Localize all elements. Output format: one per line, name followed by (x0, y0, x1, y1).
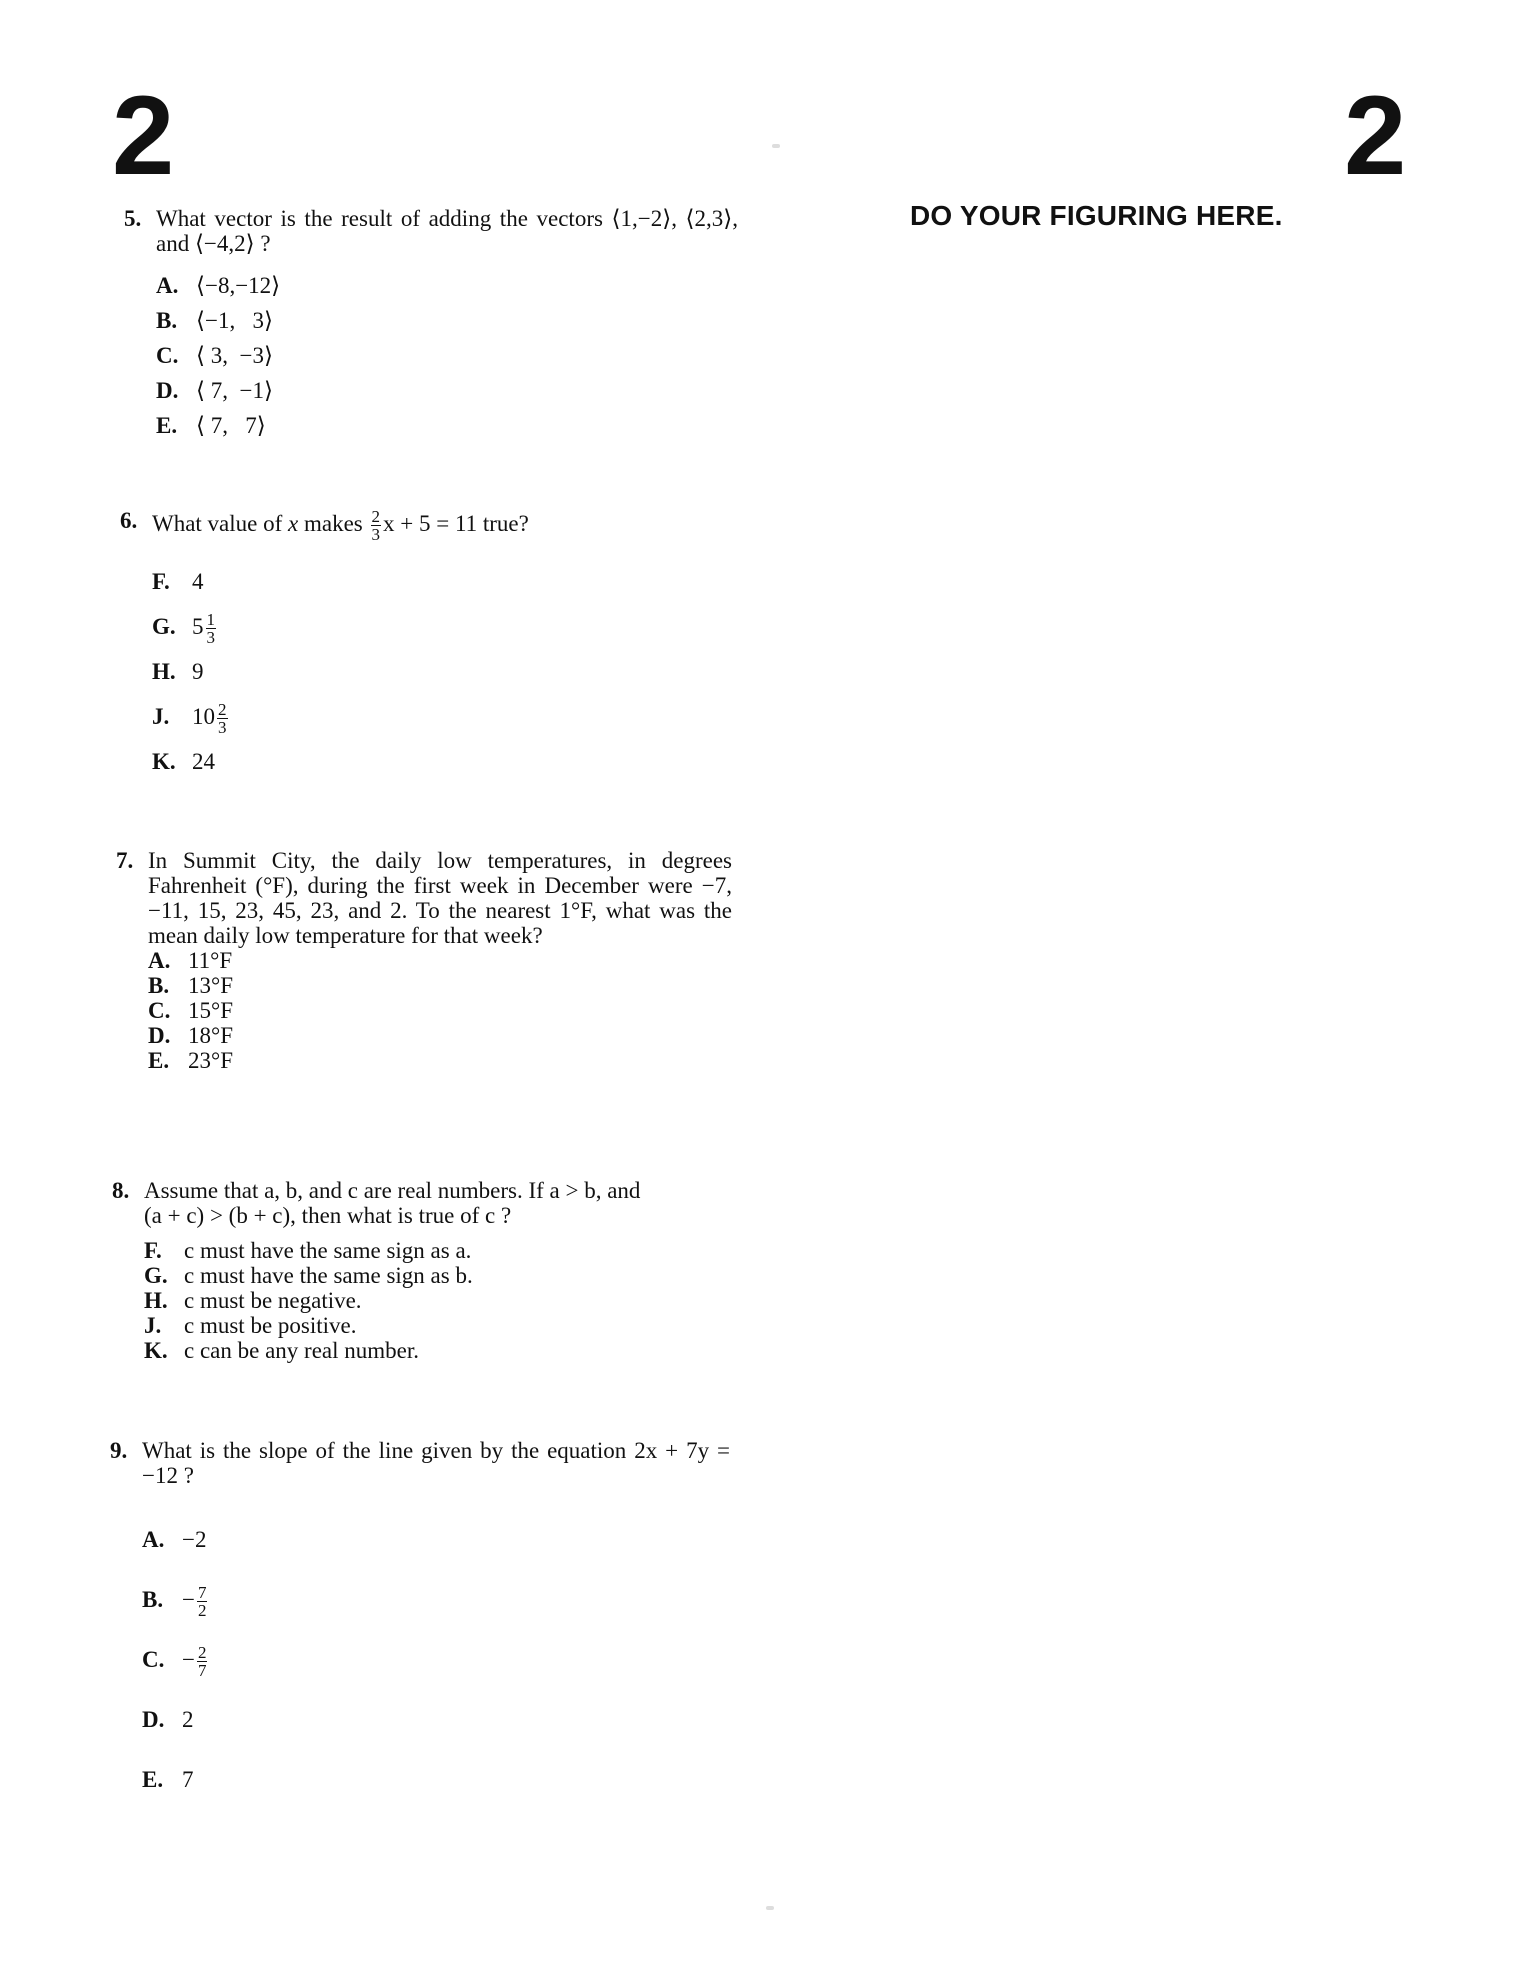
answer-option-e[interactable]: E. 7 (142, 1767, 194, 1792)
answer-option-e[interactable]: E. 23°F (148, 1048, 233, 1073)
question-number: 5. (124, 206, 142, 231)
question-text: What vector is the result of adding the vectors ⟨1,−2⟩, ⟨2,3⟩, and ⟨−4,2⟩ ? (156, 206, 738, 256)
answer-option-k[interactable]: K. c can be any real number. (144, 1338, 419, 1363)
answer-option-b[interactable]: B. ⟨−1, 3⟩ (156, 308, 273, 333)
question-text: In Summit City, the daily low temperatures, in degrees Fahrenheit (°F), during the first week in December were −7, −11, 15, 23, 45, 23, and 2. To the nearest 1°F, what was the mean daily low temperature for that week? (148, 848, 732, 948)
answer-option-a[interactable]: A. ⟨−8,−12⟩ (156, 273, 281, 298)
question-number: 9. (110, 1438, 128, 1463)
answer-option-j[interactable]: J. 10 $\frac{2}{3}$ (152, 700, 227, 738)
answer-option-k[interactable]: K. 24 (152, 749, 215, 774)
question-text: What value of x makes $\frac{2}{3}$ x + 5 = 11 true? (152, 507, 529, 544)
question-7 (116, 848, 732, 1073)
question-5 (124, 206, 738, 443)
answer-options (142, 1510, 730, 1810)
answer-options (156, 268, 738, 443)
answer-option-f[interactable]: F. c must have the same sign as a. (144, 1238, 472, 1263)
answer-options (144, 1238, 752, 1363)
scan-speck (766, 1906, 774, 1910)
question-9 (110, 1438, 730, 1810)
answer-option-c[interactable]: C. ⟨ 3, −3⟩ (156, 343, 273, 368)
section-number-left: 2 (112, 73, 175, 198)
question-number: 6. (120, 508, 138, 533)
answer-option-d[interactable]: D. 18°F (148, 1023, 233, 1048)
answer-option-e[interactable]: E. ⟨ 7, 7⟩ (156, 413, 266, 438)
answer-option-c[interactable]: C. − $\frac{2}{7}$ (142, 1643, 207, 1681)
question-number: 7. (116, 848, 134, 873)
answer-option-j[interactable]: J. c must be positive. (144, 1313, 357, 1338)
answer-options (152, 559, 760, 784)
answer-option-c[interactable]: C. 15°F (148, 998, 233, 1023)
answer-option-b[interactable]: B. − $\frac{7}{2}$ (142, 1583, 207, 1621)
question-6 (120, 508, 760, 784)
question-text: What is the slope of the line given by the equation 2x + 7y = −12 ? (142, 1438, 730, 1488)
answer-option-a[interactable]: A. 11°F (148, 948, 233, 973)
answer-option-h[interactable]: H. c must be negative. (144, 1288, 362, 1313)
answer-option-g[interactable]: G. c must have the same sign as b. (144, 1263, 473, 1288)
answer-option-b[interactable]: B. 13°F (148, 973, 233, 998)
answer-option-h[interactable]: H. 9 (152, 659, 204, 684)
answer-option-g[interactable]: G. 5 $\frac{1}{3}$ (152, 610, 215, 648)
question-8 (112, 1178, 752, 1363)
answer-option-d[interactable]: D. 2 (142, 1707, 194, 1732)
answer-option-f[interactable]: F. 4 (152, 569, 204, 594)
fraction: $\frac{2}{3}$ (371, 507, 381, 544)
figuring-area-label: DO YOUR FIGURING HERE. (910, 200, 1283, 231)
scan-speck (772, 144, 780, 148)
answer-options (148, 948, 732, 1073)
section-number-right: 2 (1344, 73, 1407, 198)
answer-option-d[interactable]: D. ⟨ 7, −1⟩ (156, 378, 273, 403)
question-text: Assume that a, b, and c are real numbers. If a > b, and (a + c) > (b + c), then what is true of c ? (144, 1178, 641, 1228)
answer-option-a[interactable]: A. −2 (142, 1527, 207, 1552)
question-number: 8. (112, 1178, 130, 1203)
